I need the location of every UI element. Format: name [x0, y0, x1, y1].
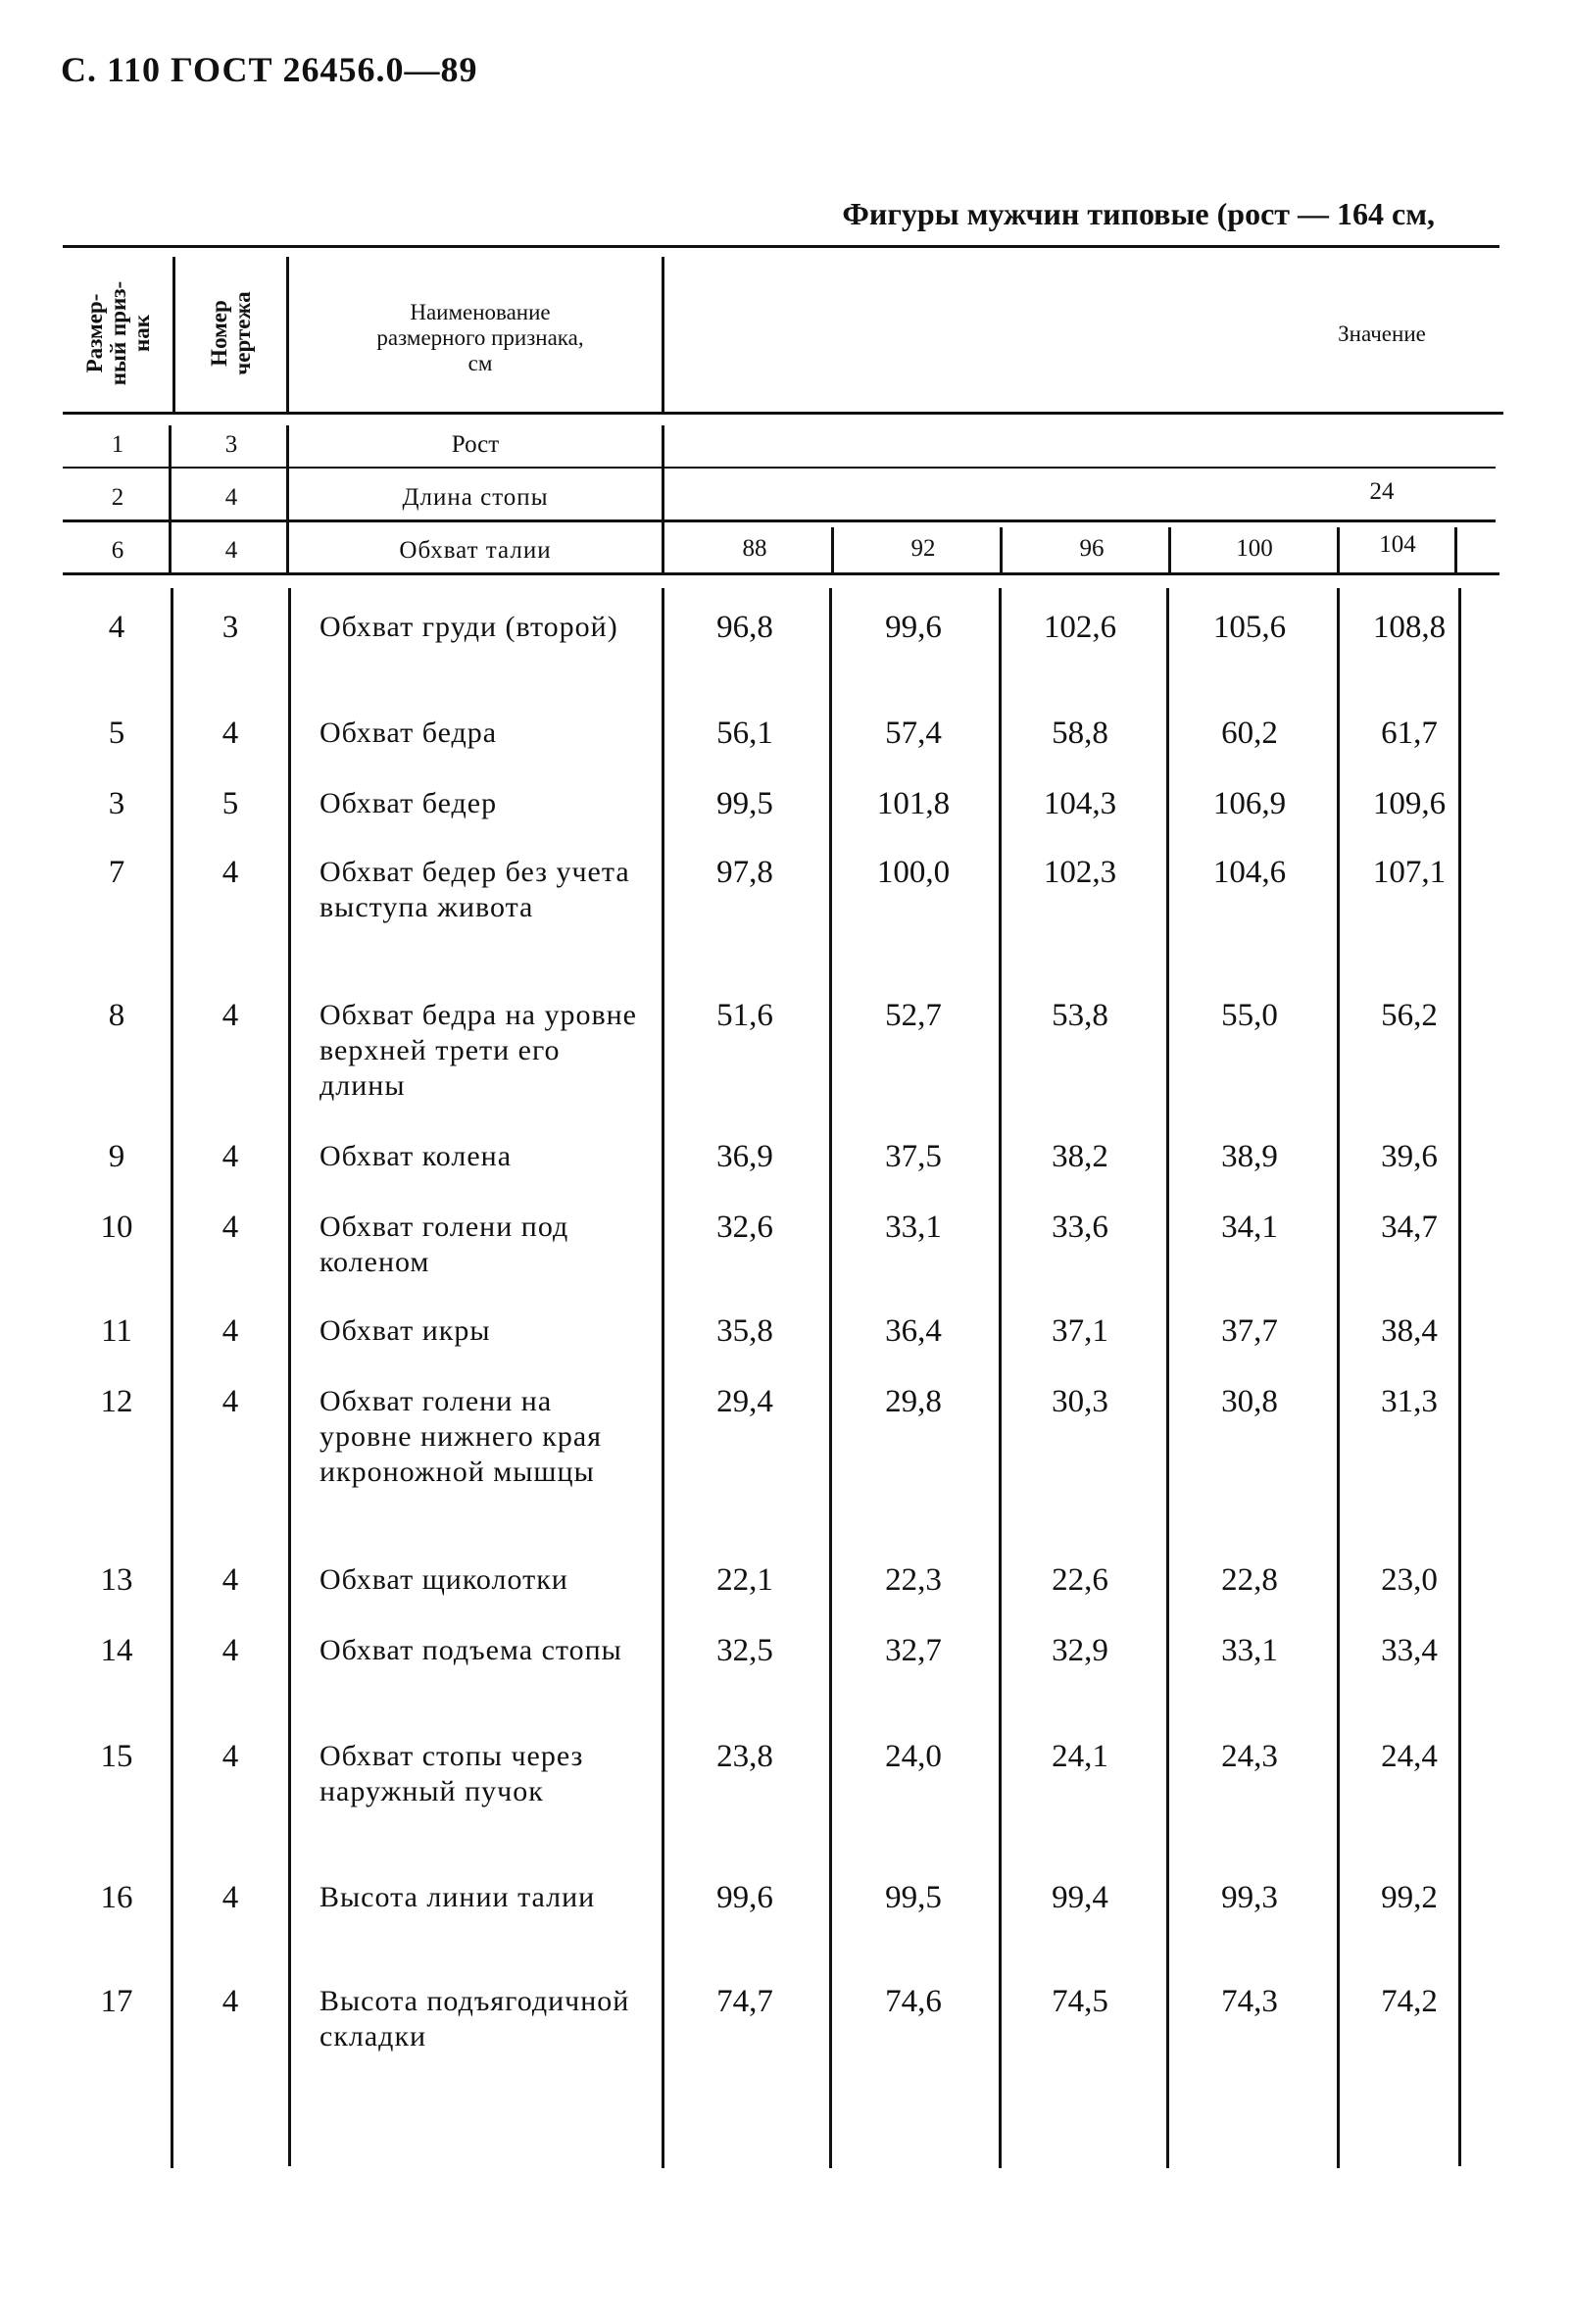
row-value-100: 24,3 — [1221, 1739, 1278, 1774]
row-value-96: 30,3 — [1052, 1384, 1108, 1419]
row-value-100: 99,3 — [1221, 1880, 1278, 1915]
vline-body-4 — [829, 588, 832, 2168]
row-value-100: 104,6 — [1212, 855, 1287, 890]
rule-row-foot — [63, 519, 1496, 522]
row-value-104: 108,8 — [1372, 610, 1447, 645]
vline-2-head — [286, 257, 289, 414]
row-name: Обхват стопы через наружный пучок — [319, 1740, 584, 1807]
row-name: Обхват голени под коленом — [319, 1211, 569, 1278]
row-value-96: 24,1 — [1052, 1739, 1108, 1774]
row-value-88: 32,5 — [716, 1633, 773, 1668]
row-feature-no: 10 — [100, 1210, 133, 1245]
row-value-88: 23,8 — [716, 1739, 773, 1774]
row-name: Высота линии талии — [319, 1881, 596, 1913]
row-value-100: 33,1 — [1221, 1633, 1278, 1668]
row-value-88: 56,1 — [716, 716, 773, 751]
row-value-88: 29,4 — [716, 1384, 773, 1419]
row-feature-no: 16 — [100, 1880, 133, 1915]
vline-body-1 — [171, 588, 173, 2168]
row-drawing-no: 4 — [221, 1139, 239, 1174]
row-value-88: 96,8 — [716, 610, 773, 645]
col-header-value: Значение — [1338, 321, 1426, 346]
vline-body-7 — [1337, 588, 1340, 2168]
row-value-88: 32,6 — [716, 1210, 773, 1245]
row-value-92: 57,4 — [885, 716, 942, 751]
row-value-96: 38,2 — [1052, 1139, 1108, 1174]
col-header-drawing-no: Номер чертежа — [207, 291, 255, 375]
row-value-96: 99,4 — [1052, 1880, 1108, 1915]
row-value-104: 61,7 — [1381, 716, 1438, 751]
row-value-88: 99,5 — [716, 786, 773, 821]
row-value-104: 109,6 — [1372, 786, 1447, 821]
row-value-92: 101,8 — [876, 786, 951, 821]
hrow-1-drawing: 3 — [224, 431, 238, 458]
vline-2-rows — [286, 425, 289, 574]
row-drawing-no: 4 — [221, 1880, 239, 1915]
row-name: Обхват бедра — [319, 717, 498, 749]
row-drawing-no: 4 — [221, 1984, 239, 2019]
row-value-100: 22,8 — [1221, 1562, 1278, 1598]
row-value-100: 105,6 — [1212, 610, 1287, 645]
rule-row-height — [63, 467, 1496, 469]
row-drawing-no: 5 — [221, 786, 239, 821]
vline-body-2 — [288, 588, 291, 2166]
row-value-96: 58,8 — [1052, 716, 1108, 751]
page-header: С. 110 ГОСТ 26456.0—89 — [61, 50, 478, 89]
vline-waist-1 — [831, 527, 834, 572]
row-value-96: 102,6 — [1043, 610, 1117, 645]
row-feature-no: 14 — [100, 1633, 133, 1668]
row-drawing-no: 4 — [221, 716, 239, 751]
row-value-92: 74,6 — [885, 1984, 942, 2019]
row-name: Обхват колена — [319, 1140, 513, 1172]
row-value-88: 99,6 — [716, 1880, 773, 1915]
vline-3-rows — [662, 425, 664, 574]
row-feature-no: 13 — [100, 1562, 133, 1598]
row-feature-no: 9 — [108, 1139, 125, 1174]
row-value-92: 99,5 — [885, 1880, 942, 1915]
row-value-100: 106,9 — [1212, 786, 1287, 821]
row-value-100: 60,2 — [1221, 716, 1278, 751]
row-value-96: 37,1 — [1052, 1313, 1108, 1349]
row-drawing-no: 4 — [221, 1210, 239, 1245]
row-value-92: 99,6 — [885, 610, 942, 645]
row-drawing-no: 4 — [221, 1562, 239, 1598]
row-value-92: 36,4 — [885, 1313, 942, 1349]
row-name: Обхват бедра на уровне верхней трети его длины — [319, 999, 637, 1102]
row-name: Обхват голени на уровне нижнего края икроножной мышцы — [319, 1385, 602, 1488]
row-value-96: 33,6 — [1052, 1210, 1108, 1245]
vline-1-head — [172, 257, 175, 414]
hrow-2-name: Длина стопы — [402, 484, 549, 511]
row-value-104: 38,4 — [1381, 1313, 1438, 1349]
vline-3-head — [662, 257, 664, 414]
hrow-1-name: Рост — [451, 431, 500, 458]
row-feature-no: 3 — [108, 786, 125, 821]
row-value-96: 104,3 — [1043, 786, 1117, 821]
rule-top — [63, 245, 1499, 248]
row-value-92: 52,7 — [885, 998, 942, 1033]
col-header-name: Наименование размерного признака, см — [376, 300, 584, 375]
hrow-3-value-100: 100 — [1236, 535, 1273, 562]
row-value-104: 24,4 — [1381, 1739, 1438, 1774]
row-value-92: 37,5 — [885, 1139, 942, 1174]
row-drawing-no: 4 — [221, 855, 239, 890]
row-name: Обхват подъема стопы — [319, 1634, 622, 1666]
row-value-96: 102,3 — [1043, 855, 1117, 890]
row-drawing-no: 4 — [221, 1384, 239, 1419]
vline-waist-2 — [1000, 527, 1003, 572]
row-value-88: 74,7 — [716, 1984, 773, 2019]
row-name: Обхват щиколотки — [319, 1563, 568, 1596]
row-value-104: 23,0 — [1381, 1562, 1438, 1598]
row-value-88: 22,1 — [716, 1562, 773, 1598]
hrow-2-value: 24 — [1369, 478, 1395, 505]
row-value-100: 30,8 — [1221, 1384, 1278, 1419]
row-drawing-no: 4 — [221, 1633, 239, 1668]
row-value-92: 29,8 — [885, 1384, 942, 1419]
row-value-100: 34,1 — [1221, 1210, 1278, 1245]
row-name: Обхват бедер без учета выступа живота — [319, 856, 630, 923]
row-value-88: 97,8 — [716, 855, 773, 890]
row-value-100: 55,0 — [1221, 998, 1278, 1033]
row-value-92: 100,0 — [876, 855, 951, 890]
row-value-92: 24,0 — [885, 1739, 942, 1774]
vline-body-6 — [1166, 588, 1169, 2168]
row-feature-no: 7 — [108, 855, 125, 890]
row-drawing-no: 4 — [221, 998, 239, 1033]
row-value-88: 51,6 — [716, 998, 773, 1033]
row-value-92: 32,7 — [885, 1633, 942, 1668]
row-name: Обхват икры — [319, 1314, 491, 1347]
row-feature-no: 12 — [100, 1384, 133, 1419]
row-drawing-no: 3 — [221, 610, 239, 645]
hrow-3-num: 6 — [111, 537, 124, 564]
hrow-3-value-88: 88 — [742, 535, 767, 562]
row-feature-no: 17 — [100, 1984, 133, 2019]
vline-body-5 — [999, 588, 1002, 2168]
row-value-96: 22,6 — [1052, 1562, 1108, 1598]
row-value-92: 33,1 — [885, 1210, 942, 1245]
row-value-100: 38,9 — [1221, 1139, 1278, 1174]
row-drawing-no: 4 — [221, 1313, 239, 1349]
row-value-104: 33,4 — [1381, 1633, 1438, 1668]
row-feature-no: 15 — [100, 1739, 133, 1774]
row-value-96: 74,5 — [1052, 1984, 1108, 2019]
row-value-100: 37,7 — [1221, 1313, 1278, 1349]
row-name: Обхват бедер — [319, 787, 498, 819]
row-value-104: 74,2 — [1381, 1984, 1438, 2019]
row-value-104: 34,7 — [1381, 1210, 1438, 1245]
row-value-104: 31,3 — [1381, 1384, 1438, 1419]
table-title: Фигуры мужчин типовые (рост — 164 см, — [842, 196, 1435, 231]
row-value-104: 99,2 — [1381, 1880, 1438, 1915]
row-value-96: 32,9 — [1052, 1633, 1108, 1668]
vline-body-8 — [1458, 588, 1461, 2166]
row-feature-no: 8 — [108, 998, 125, 1033]
row-value-88: 36,9 — [716, 1139, 773, 1174]
col-header-feature-no: Размер- ный приз- нак — [82, 280, 154, 386]
vline-body-3 — [662, 588, 664, 2168]
hrow-3-value-104: 104 — [1379, 531, 1416, 558]
row-value-88: 35,8 — [716, 1313, 773, 1349]
row-name: Высота подъягодичной складки — [319, 1985, 630, 2052]
hrow-3-name: Обхват талии — [399, 537, 552, 564]
row-feature-no: 11 — [101, 1313, 132, 1349]
vline-1-rows — [169, 425, 172, 574]
row-value-100: 74,3 — [1221, 1984, 1278, 2019]
row-value-104: 107,1 — [1372, 855, 1447, 890]
hrow-1-num: 1 — [111, 431, 124, 458]
row-feature-no: 5 — [108, 716, 125, 751]
hrow-2-num: 2 — [111, 484, 124, 511]
row-value-96: 53,8 — [1052, 998, 1108, 1033]
hrow-3-drawing: 4 — [224, 537, 238, 564]
row-value-92: 22,3 — [885, 1562, 942, 1598]
row-value-104: 39,6 — [1381, 1139, 1438, 1174]
vline-waist-3 — [1168, 527, 1171, 572]
hrow-3-value-92: 92 — [910, 535, 936, 562]
hrow-3-value-96: 96 — [1079, 535, 1105, 562]
rule-header-bottom — [63, 412, 1503, 415]
row-name: Обхват груди (второй) — [319, 611, 618, 643]
hrow-2-drawing: 4 — [224, 484, 238, 511]
rule-row-waist — [63, 572, 1499, 575]
row-value-104: 56,2 — [1381, 998, 1438, 1033]
row-feature-no: 4 — [108, 610, 125, 645]
row-drawing-no: 4 — [221, 1739, 239, 1774]
